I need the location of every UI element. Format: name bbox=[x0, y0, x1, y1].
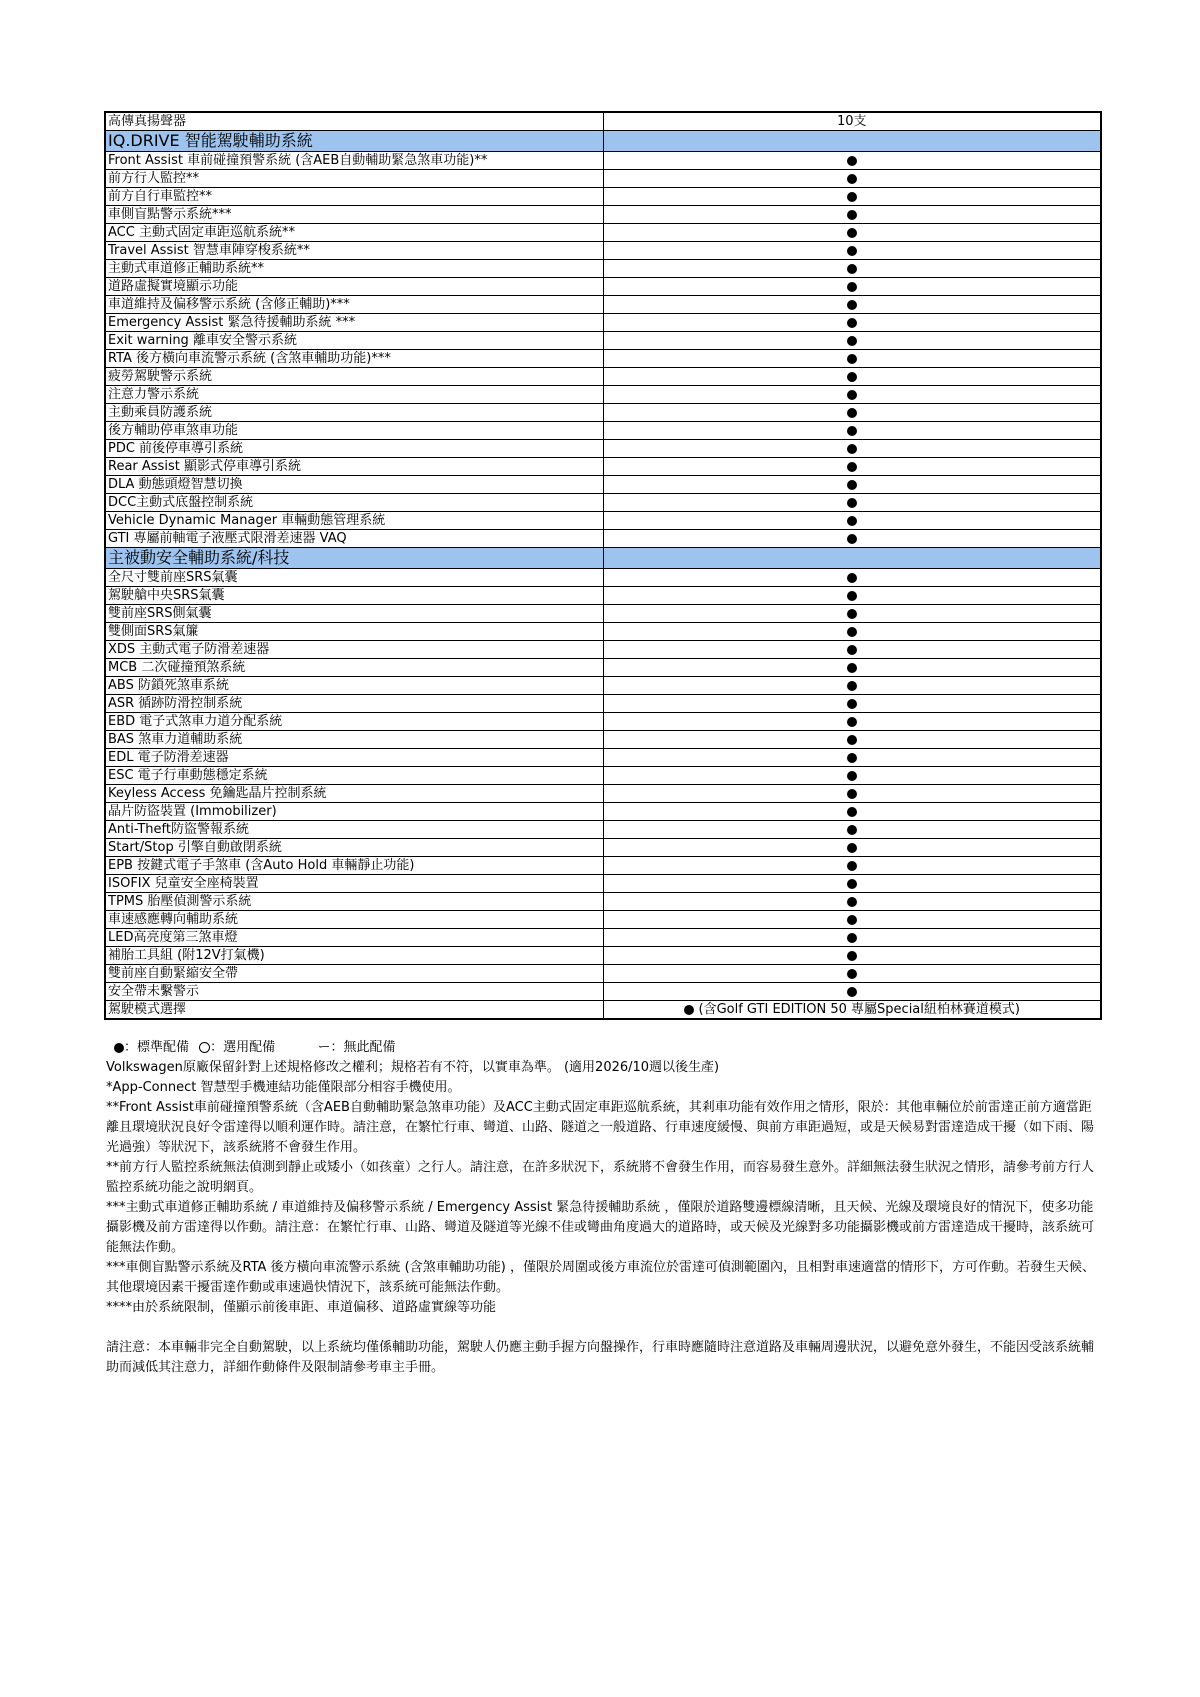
row-label: RTA 後方橫向車流警示系統 (含煞車輔助功能)*** bbox=[105, 350, 603, 368]
standard-equipment-icon bbox=[847, 789, 857, 799]
row-label: 補胎工具組 (附12V打氣機) bbox=[105, 947, 603, 965]
disclaimer: 請注意：本車輛非完全自動駕駛，以上系統均僅係輔助功能，駕駛人仍應主動手握方向盤操作，行車時應隨時注意道路及車輛周邊狀況，以避免意外發生，不能因受該系統輔助而減低其注意力，詳細作動條件及限制請參考車主手冊。 bbox=[106, 1340, 1095, 1375]
table-row bbox=[105, 530, 1101, 548]
row-label: ISOFIX 兒童安全座椅裝置 bbox=[105, 875, 603, 893]
row-label: 晶片防盜裝置 (Immobilizer) bbox=[105, 803, 603, 821]
row-value bbox=[603, 332, 1101, 350]
standard-equipment-icon bbox=[847, 228, 857, 238]
standard-equipment-icon bbox=[847, 681, 857, 691]
row-value bbox=[603, 386, 1101, 404]
row-label: BAS 煞車力道輔助系統 bbox=[105, 731, 603, 749]
table-row bbox=[105, 206, 1101, 224]
standard-equipment-icon bbox=[847, 879, 857, 889]
row-value bbox=[603, 494, 1101, 512]
row-value bbox=[603, 839, 1101, 857]
row-label: Keyless Access 免鑰匙晶片控制系統 bbox=[105, 785, 603, 803]
row-label: 高傳真揚聲器 bbox=[105, 112, 603, 131]
row-label: 車側盲點警示系統*** bbox=[105, 206, 603, 224]
standard-equipment-icon bbox=[847, 480, 857, 490]
table-row bbox=[105, 152, 1101, 170]
table-row bbox=[105, 440, 1101, 458]
footnote: *App-Connect 智慧型手機連結功能僅限部分相容手機使用。 bbox=[106, 1080, 461, 1095]
row-label: 道路虛擬實境顯示功能 bbox=[105, 278, 603, 296]
standard-equipment-icon bbox=[847, 156, 857, 166]
table-row bbox=[105, 605, 1101, 623]
standard-equipment-icon bbox=[847, 699, 857, 709]
table-row bbox=[105, 386, 1101, 404]
table-row bbox=[105, 404, 1101, 422]
table-row bbox=[105, 893, 1101, 911]
row-value bbox=[603, 749, 1101, 767]
row-label: PDC 前後停車導引系統 bbox=[105, 440, 603, 458]
row-value bbox=[603, 404, 1101, 422]
standard-equipment-icon bbox=[847, 933, 857, 943]
standard-equipment-icon bbox=[847, 516, 857, 526]
row-value bbox=[603, 569, 1101, 587]
table-row bbox=[105, 458, 1101, 476]
table-row bbox=[105, 512, 1101, 530]
legend-standard: ：標準配備 bbox=[114, 1039, 189, 1057]
legend-none: ー：無此配備 bbox=[317, 1040, 396, 1055]
row-value bbox=[603, 695, 1101, 713]
row-value bbox=[603, 278, 1101, 296]
row-value bbox=[603, 476, 1101, 494]
row-label: Rear Assist 顯影式停車導引系統 bbox=[105, 458, 603, 476]
table-row bbox=[105, 188, 1101, 206]
row-value bbox=[603, 458, 1101, 476]
table-row bbox=[105, 332, 1101, 350]
legend-optional: ：選用配備 bbox=[199, 1039, 275, 1057]
table-row bbox=[105, 314, 1101, 332]
row-label: 駕駛模式選擇 bbox=[105, 1001, 603, 1020]
dash-icon: ー bbox=[317, 1040, 331, 1055]
standard-equipment-icon bbox=[847, 210, 857, 220]
table-row bbox=[105, 857, 1101, 875]
standard-equipment-icon bbox=[847, 663, 857, 673]
table-row bbox=[105, 695, 1101, 713]
standard-equipment-icon bbox=[847, 591, 857, 601]
table-row bbox=[105, 947, 1101, 965]
row-value bbox=[603, 206, 1101, 224]
row-value bbox=[603, 713, 1101, 731]
row-label: 疲勞駕駛警示系統 bbox=[105, 368, 603, 386]
standard-equipment-icon bbox=[847, 717, 857, 727]
row-value bbox=[603, 512, 1101, 530]
row-value bbox=[603, 587, 1101, 605]
row-label: ESC 電子行車動態穩定系統 bbox=[105, 767, 603, 785]
section-header-row bbox=[105, 131, 1101, 152]
section-title: 主被動安全輔助系統/科技 bbox=[105, 548, 603, 569]
row-value bbox=[603, 314, 1101, 332]
table-row bbox=[105, 731, 1101, 749]
standard-equipment-icon bbox=[847, 462, 857, 472]
row-label: ASR 循跡防滑控制系統 bbox=[105, 695, 603, 713]
row-label: EPB 按鍵式電子手煞車 (含Auto Hold 車輛靜止功能) bbox=[105, 857, 603, 875]
standard-equipment-icon bbox=[847, 825, 857, 835]
row-value bbox=[603, 641, 1101, 659]
row-value bbox=[603, 440, 1101, 458]
row-label: Start/Stop 引擎自動啟閉系統 bbox=[105, 839, 603, 857]
row-label: 雙前座SRS側氣囊 bbox=[105, 605, 603, 623]
row-label: DLA 動態頭燈智慧切換 bbox=[105, 476, 603, 494]
standard-equipment-icon bbox=[684, 1005, 694, 1015]
row-label: 車道維持及偏移警示系統 (含修正輔助)*** bbox=[105, 296, 603, 314]
table-row bbox=[105, 569, 1101, 587]
standard-equipment-icon bbox=[847, 336, 857, 346]
standard-equipment-icon bbox=[847, 192, 857, 202]
table-row bbox=[105, 983, 1101, 1001]
section-title: IQ.DRIVE 智能駕駛輔助系統 bbox=[105, 131, 603, 152]
row-value bbox=[603, 530, 1101, 548]
row-label: DCC主動式底盤控制系統 bbox=[105, 494, 603, 512]
row-label: LED高亮度第三煞車燈 bbox=[105, 929, 603, 947]
row-value bbox=[603, 1001, 1101, 1020]
row-value bbox=[603, 623, 1101, 641]
table-row bbox=[105, 875, 1101, 893]
footnotes bbox=[106, 1058, 1100, 1378]
row-label: Vehicle Dynamic Manager 車輛動態管理系統 bbox=[105, 512, 603, 530]
row-value bbox=[603, 893, 1101, 911]
row-label: Emergency Assist 緊急待援輔助系統 *** bbox=[105, 314, 603, 332]
footnote: ****由於系統限制，僅顯示前後車距、車道偏移、道路虛實線等功能 bbox=[106, 1300, 497, 1315]
standard-equipment-icon bbox=[847, 951, 857, 961]
spec-table-body bbox=[105, 112, 1101, 1019]
row-value bbox=[603, 911, 1101, 929]
row-label: Anti-Theft防盜警報系統 bbox=[105, 821, 603, 839]
row-label: 雙前座自動緊縮安全帶 bbox=[105, 965, 603, 983]
table-row bbox=[105, 821, 1101, 839]
table-row bbox=[105, 112, 1101, 131]
row-value bbox=[603, 242, 1101, 260]
standard-equipment-icon bbox=[847, 498, 857, 508]
footnote: **前方行人監控系統無法偵測到靜止或矮小（如孩童）之行人。請注意，在許多狀況下，系統將不會發生作用，而容易發生意外。詳細無法發生狀況之情形，請參考前方行人監控系統功能之說明網頁。 bbox=[106, 1160, 1095, 1195]
table-row bbox=[105, 1001, 1101, 1020]
table-row bbox=[105, 494, 1101, 512]
row-value bbox=[603, 350, 1101, 368]
section-blank-cell bbox=[603, 548, 1101, 569]
section-header-row bbox=[105, 548, 1101, 569]
row-value bbox=[603, 170, 1101, 188]
standard-equipment-icon bbox=[847, 408, 857, 418]
row-value bbox=[603, 368, 1101, 386]
standard-equipment-icon bbox=[847, 372, 857, 382]
table-row bbox=[105, 911, 1101, 929]
table-row bbox=[105, 677, 1101, 695]
table-row bbox=[105, 641, 1101, 659]
standard-equipment-icon bbox=[847, 318, 857, 328]
row-label: 雙側面SRS氣簾 bbox=[105, 623, 603, 641]
table-row bbox=[105, 170, 1101, 188]
standard-equipment-icon bbox=[847, 282, 857, 292]
table-row bbox=[105, 785, 1101, 803]
standard-equipment-icon bbox=[847, 426, 857, 436]
row-label: GTI 專屬前軸電子液壓式限滑差速器 VAQ bbox=[105, 530, 603, 548]
row-label: 車速感應轉向輔助系統 bbox=[105, 911, 603, 929]
standard-equipment-icon bbox=[847, 444, 857, 454]
row-label: Front Assist 車前碰撞預警系統 (含AEB自動輔助緊急煞車功能)** bbox=[105, 152, 603, 170]
row-value bbox=[603, 605, 1101, 623]
table-row bbox=[105, 839, 1101, 857]
row-note: (含Golf GTI EDITION 50 專屬Special紐柏林賽道模式) bbox=[698, 1002, 1020, 1017]
table-row bbox=[105, 368, 1101, 386]
standard-equipment-icon bbox=[847, 843, 857, 853]
table-row bbox=[105, 749, 1101, 767]
row-label: 前方自行車監控** bbox=[105, 188, 603, 206]
table-row bbox=[105, 476, 1101, 494]
footnote: ***車側盲點警示系統及RTA 後方橫向車流警示系統 (含煞車輔助功能) ，僅限於周圍或後方車流位於雷達可偵測範圍內，且相對車速適當的情形下，方可作動。若發生天候、其他環境因素干擾雷達作動或車速過快情況下，該系統可能無法作動。 bbox=[106, 1260, 1095, 1295]
row-value bbox=[603, 947, 1101, 965]
standard-equipment-icon bbox=[847, 609, 857, 619]
legend bbox=[114, 1039, 401, 1057]
row-value bbox=[603, 767, 1101, 785]
table-row bbox=[105, 242, 1101, 260]
row-value bbox=[603, 260, 1101, 278]
standard-equipment-icon bbox=[847, 861, 857, 871]
table-row bbox=[105, 296, 1101, 314]
row-label: 後方輔助停車煞車功能 bbox=[105, 422, 603, 440]
row-value bbox=[603, 821, 1101, 839]
table-row bbox=[105, 587, 1101, 605]
row-value bbox=[603, 677, 1101, 695]
standard-equipment-icon bbox=[847, 915, 857, 925]
standard-equipment-icon bbox=[847, 300, 857, 310]
filled-circle-icon bbox=[114, 1043, 124, 1053]
table-row bbox=[105, 278, 1101, 296]
table-row bbox=[105, 965, 1101, 983]
row-label: 駕駛艙中央SRS氣囊 bbox=[105, 587, 603, 605]
standard-equipment-icon bbox=[847, 390, 857, 400]
standard-equipment-icon bbox=[847, 987, 857, 997]
standard-equipment-icon bbox=[847, 534, 857, 544]
standard-equipment-icon bbox=[847, 627, 857, 637]
table-row bbox=[105, 224, 1101, 242]
row-value bbox=[603, 152, 1101, 170]
row-label: 安全帶未繫警示 bbox=[105, 983, 603, 1001]
standard-equipment-icon bbox=[847, 969, 857, 979]
row-label: TPMS 胎壓偵測警示系統 bbox=[105, 893, 603, 911]
table-row bbox=[105, 659, 1101, 677]
standard-equipment-icon bbox=[847, 264, 857, 274]
row-value bbox=[603, 929, 1101, 947]
row-label: ABS 防鎖死煞車系統 bbox=[105, 677, 603, 695]
spec-table bbox=[104, 111, 1102, 1020]
row-value bbox=[603, 659, 1101, 677]
row-value bbox=[603, 983, 1101, 1001]
standard-equipment-icon bbox=[847, 174, 857, 184]
row-label: Travel Assist 智慧車陣穿梭系統** bbox=[105, 242, 603, 260]
row-label: Exit warning 離車安全警示系統 bbox=[105, 332, 603, 350]
row-label: ACC 主動式固定車距巡航系統** bbox=[105, 224, 603, 242]
row-value bbox=[603, 422, 1101, 440]
row-value bbox=[603, 731, 1101, 749]
row-label: MCB 二次碰撞預煞系統 bbox=[105, 659, 603, 677]
row-value bbox=[603, 296, 1101, 314]
footnote: Volkswagen原廠保留針對上述規格修改之權利；規格若有不符，以實車為準。 (適用2026/10週以後生產) bbox=[106, 1060, 720, 1075]
standard-equipment-icon bbox=[847, 645, 857, 655]
row-value bbox=[603, 785, 1101, 803]
section-blank-cell bbox=[603, 131, 1101, 152]
table-row bbox=[105, 350, 1101, 368]
row-value bbox=[603, 803, 1101, 821]
row-value bbox=[603, 188, 1101, 206]
row-label: 前方行人監控** bbox=[105, 170, 603, 188]
standard-equipment-icon bbox=[847, 753, 857, 763]
footnote: ***主動式車道修正輔助系統 / 車道維持及偏移警示系統 / Emergency Assist 緊急待援輔助系統 ，僅限於道路雙邊標線清晰，且天候、光線及環境良好的情況下，使多功能攝影機及前方雷達得以作動。請注意：在繁忙行車、山路、彎道及隧道等光線不佳或彎曲角度過大的道路時，或天候及光線對多功能攝影機或前方雷達造成干擾時，該系統可能無法作動。 bbox=[106, 1200, 1095, 1255]
table-row bbox=[105, 803, 1101, 821]
row-label: 全尺寸雙前座SRS氣囊 bbox=[105, 569, 603, 587]
table-row bbox=[105, 929, 1101, 947]
table-row bbox=[105, 422, 1101, 440]
standard-equipment-icon bbox=[847, 897, 857, 907]
standard-equipment-icon bbox=[847, 771, 857, 781]
footnote: **Front Assist車前碰撞預警系統（含AEB自動輔助緊急煞車功能）及ACC主動式固定車距巡航系統，其剎車功能有效作用之情形，限於：其他車輛位於前雷達正前方適當距離且環境狀況良好令雷達得以順利運作時。請注意，在繁忙行車、彎道、山路、隧道之一般道路、行車速度緩慢、與前方車距過短，或是天候易對雷達造成干擾（如下雨、陽光過強）等狀況下，該系統將不會發生作用。 bbox=[106, 1100, 1095, 1155]
standard-equipment-icon bbox=[847, 573, 857, 583]
row-label: EDL 電子防滑差速器 bbox=[105, 749, 603, 767]
row-label: 注意力警示系統 bbox=[105, 386, 603, 404]
table-row bbox=[105, 713, 1101, 731]
row-value bbox=[603, 965, 1101, 983]
table-row bbox=[105, 623, 1101, 641]
standard-equipment-icon bbox=[847, 246, 857, 256]
row-value bbox=[603, 224, 1101, 242]
table-row bbox=[105, 260, 1101, 278]
table-row bbox=[105, 767, 1101, 785]
standard-equipment-icon bbox=[847, 354, 857, 364]
row-label: XDS 主動式電子防滑差速器 bbox=[105, 641, 603, 659]
row-label: 主動式車道修正輔助系統** bbox=[105, 260, 603, 278]
standard-equipment-icon bbox=[847, 735, 857, 745]
row-value bbox=[603, 875, 1101, 893]
standard-equipment-icon bbox=[847, 807, 857, 817]
open-circle-icon bbox=[199, 1042, 210, 1053]
row-label: 主動乘員防護系統 bbox=[105, 404, 603, 422]
row-value bbox=[603, 857, 1101, 875]
row-label: EBD 電子式煞車力道分配系統 bbox=[105, 713, 603, 731]
row-value: 10支 bbox=[603, 112, 1101, 131]
